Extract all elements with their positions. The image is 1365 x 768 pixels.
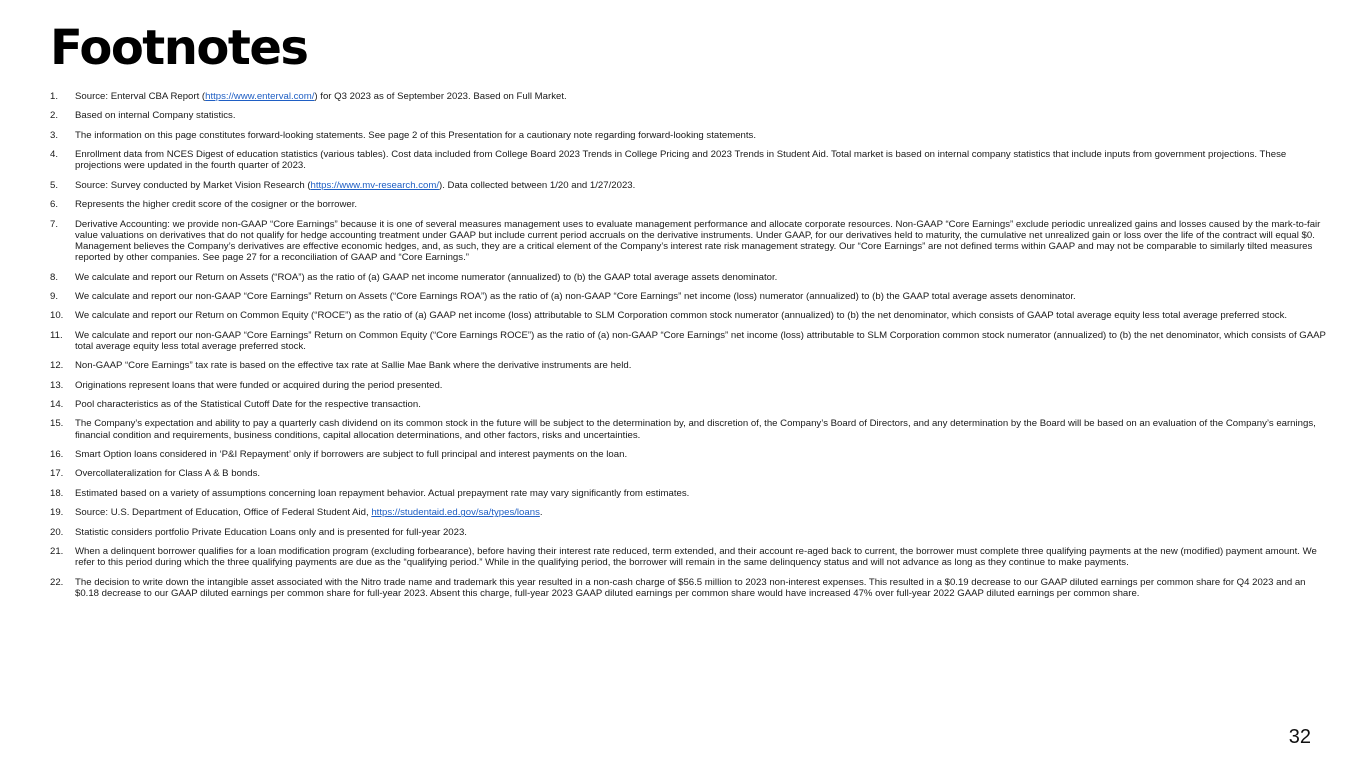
footnote-number: 16. <box>50 449 64 461</box>
footnote-number: 10. <box>50 310 64 322</box>
footnote-text-before-link: Source: U.S. Department of Education, Office of Federal Student Aid, <box>75 507 372 519</box>
footnote-4 <box>50 149 1330 171</box>
footnote-9 <box>50 291 1330 302</box>
footnote-17 <box>50 468 1330 479</box>
footnote-number: 17. <box>50 468 64 480</box>
page-number: 32 <box>1288 726 1311 748</box>
footnote-text <box>75 180 1330 191</box>
footnote-text <box>75 507 1330 518</box>
footnote-text: We calculate and report our Return on Common Equity (“ROCE”) as the ratio of (a) GAAP net income (loss) attributable to SLM Corporation common stock numerator (annualized) to (b) the net denominator, which consists of GAAP total average equity less total average preferred stock. <box>75 310 1288 322</box>
footnote-1 <box>50 91 1330 102</box>
footnote-16 <box>50 449 1330 460</box>
footnote-text <box>75 91 1330 102</box>
footnote-text-after-link: . <box>539 507 543 519</box>
footnote-2 <box>50 110 1330 121</box>
enterval-link[interactable]: https://www.enterval.com/ <box>205 91 315 102</box>
footnote-6 <box>50 199 1330 210</box>
footnote-text: Estimated based on a variety of assumptions concerning loan repayment behavior. Actual prepayment rate may vary significantly from estimates. <box>75 487 690 499</box>
page-title: Footnotes <box>50 20 308 76</box>
footnote-7 <box>50 219 1330 264</box>
footnote-number: 18. <box>50 487 64 499</box>
footnote-text-after-link: ) for Q3 2023 as of September 2023. Based on Full Market. <box>314 91 567 102</box>
footnote-number: 20. <box>50 526 64 538</box>
studentaid-link[interactable]: https://studentaid.ed.gov/sa/types/loans <box>371 507 540 519</box>
footnote-text: Derivative Accounting: we provide non-GAAP “Core Earnings” because it is one of several measures management uses to evaluate management performance and allocate corporate resources. Non-GAAP “Core Earnings” exclude periodic unrealized gains and losses caused by the mark-to-fair value valuations on derivatives that do not qualify for hedge accounting treatment under GAAP but include current period accruals on the derivative instruments. Under GAAP, for our derivatives held to maturity, the cumulative net unrealized gain or loss over the life of the contract will equal $0. Management believes the Company’s derivatives are effective economic hedges, and, as such, they are a critical element of the Company’s interest rate risk management strategy. Our “Core Earnings” are not defined terms within GAAP and may not be comparable to similarly tilted measures reported by other companies. See page 27 for a reconciliation of GAAP and “Core Earnings.” <box>75 218 1321 264</box>
footnote-18 <box>50 488 1330 499</box>
footnote-text: Represents the higher credit score of the cosigner or the borrower. <box>75 199 358 211</box>
footnote-11 <box>50 330 1330 352</box>
mv-research-link[interactable]: https://www.mv-research.com/ <box>310 179 439 191</box>
footnote-15 <box>50 418 1330 440</box>
footnote-text: Based on internal Company statistics. <box>75 110 236 122</box>
footnote-number: 2. <box>50 110 59 122</box>
footnote-number: 3. <box>50 129 59 141</box>
footnote-text: We calculate and report our non-GAAP “Core Earnings” Return on Common Equity (“Core Earnings ROCE”) as the ratio of (a) non-GAAP “Core Earnings” net income (loss) attributable to SLM Corporation common stock numerator (annualized) to (b) the net denominator, which consists of GAAP total average equity less total average preferred stock. <box>75 329 1326 352</box>
footnote-text: We calculate and report our Return on Assets (“ROA”) as the ratio of (a) GAAP net income numerator (annualized) to (b) the GAAP total average assets denominator. <box>75 271 778 283</box>
footnote-text: Enrollment data from NCES Digest of education statistics (various tables). Cost data included from College Board 2023 Trends in College Pricing and 2023 Trends in Student Aid. Total market is based on internal company statistics that include inputs from government projections. These projections were updated in the fourth quarter of 2023. <box>75 149 1287 172</box>
footnote-3 <box>50 130 1330 141</box>
footnote-text: Overcollateralization for Class A & B bonds. <box>75 468 261 480</box>
footnote-5 <box>50 180 1330 191</box>
footnote-number: 4. <box>50 149 59 161</box>
footnote-number: 15. <box>50 418 64 430</box>
footnote-8 <box>50 272 1330 283</box>
footnote-22 <box>50 577 1330 599</box>
footnote-21 <box>50 546 1330 568</box>
footnote-text-before-link: Source: Enterval CBA Report ( <box>75 91 206 102</box>
footnote-19 <box>50 507 1330 518</box>
footnote-text: Originations represent loans that were funded or acquired during the period presented. <box>75 379 443 391</box>
footnote-number: 1. <box>50 91 59 102</box>
footnote-text: The decision to write down the intangible asset associated with the Nitro trade name and trademark this year resulted in a non-cash charge of $56.5 million to 2023 non-interest expenses. This resulted in a $0.19 decrease to our GAAP diluted earnings per common share for Q4 2023 and an $0.18 decrease to our GAAP diluted earnings per common share for full-year 2023. Absent this charge, full-year 2023 GAAP diluted earnings per common share would have increased 47% over full-year 2022 GAAP diluted earnings per common share. <box>75 576 1306 599</box>
footnote-number: 21. <box>50 546 64 558</box>
footnote-text: Non-GAAP “Core Earnings” tax rate is based on the effective tax rate at Sallie Mae Bank where the derivative instruments are held. <box>75 360 632 372</box>
footnote-number: 13. <box>50 379 64 391</box>
footnotes-list <box>50 91 1330 607</box>
footnote-number: 22. <box>50 576 64 588</box>
footnote-number: 8. <box>50 271 59 283</box>
footnote-text-after-link: ). Data collected between 1/20 and 1/27/2023. <box>439 179 636 191</box>
footnote-13 <box>50 380 1330 391</box>
footnote-text: When a delinquent borrower qualifies for a loan modification program (excluding forbearance), before having their interest rate reduced, term extended, and their account re-aged back to current, the borrower must complete three qualifying payments at the new (modified) payment amount. We refer to this period during which the three qualifying payments are due as the “qualifying period.” While in the qualifying period, the borrower will remain in the same delinquency status and will not advance as long as they continue to make payments. <box>75 546 1317 569</box>
footnote-number: 12. <box>50 360 64 372</box>
footnote-text-before-link: Source: Survey conducted by Market Vision Research ( <box>75 179 311 191</box>
footnote-number: 7. <box>50 218 59 230</box>
footnote-number: 14. <box>50 399 64 411</box>
footnote-12 <box>50 360 1330 371</box>
footnote-text: We calculate and report our non-GAAP “Core Earnings” Return on Assets (“Core Earnings ROA”) as the ratio of (a) non-GAAP “Core Earnings” net income (loss) numerator (annualized) to (b) the GAAP total average assets denominator. <box>75 290 1076 302</box>
footnote-text: Statistic considers portfolio Private Education Loans only and is presented for full-year 2023. <box>75 526 467 538</box>
footnote-number: 5. <box>50 179 59 191</box>
footnote-number: 11. <box>50 329 63 341</box>
footnote-14 <box>50 399 1330 410</box>
footnote-text: The Company’s expectation and ability to pay a quarterly cash dividend on its common stock in the future will be subject to the determination by, and discretion of, the Company’s Board of Directors, and any determination by the Board will be based on an evaluation of the Company’s earnings, financial condition and requirements, business conditions, capital allocation determinations, and other factors, risks and uncertainties. <box>75 418 1316 441</box>
footnote-number: 19. <box>50 507 64 519</box>
footnote-number: 9. <box>50 290 59 302</box>
footnote-number: 6. <box>50 199 59 211</box>
footnote-10 <box>50 310 1330 321</box>
footnote-20 <box>50 527 1330 538</box>
footnote-text: Pool characteristics as of the Statistical Cutoff Date for the respective transaction. <box>75 399 421 411</box>
footnote-text: Smart Option loans considered in ‘P&I Repayment’ only if borrowers are subject to full principal and interest payments on the loan. <box>75 449 628 461</box>
footnote-text: The information on this page constitutes forward-looking statements. See page 2 of this Presentation for a cautionary note regarding forward-looking statements. <box>75 129 757 141</box>
